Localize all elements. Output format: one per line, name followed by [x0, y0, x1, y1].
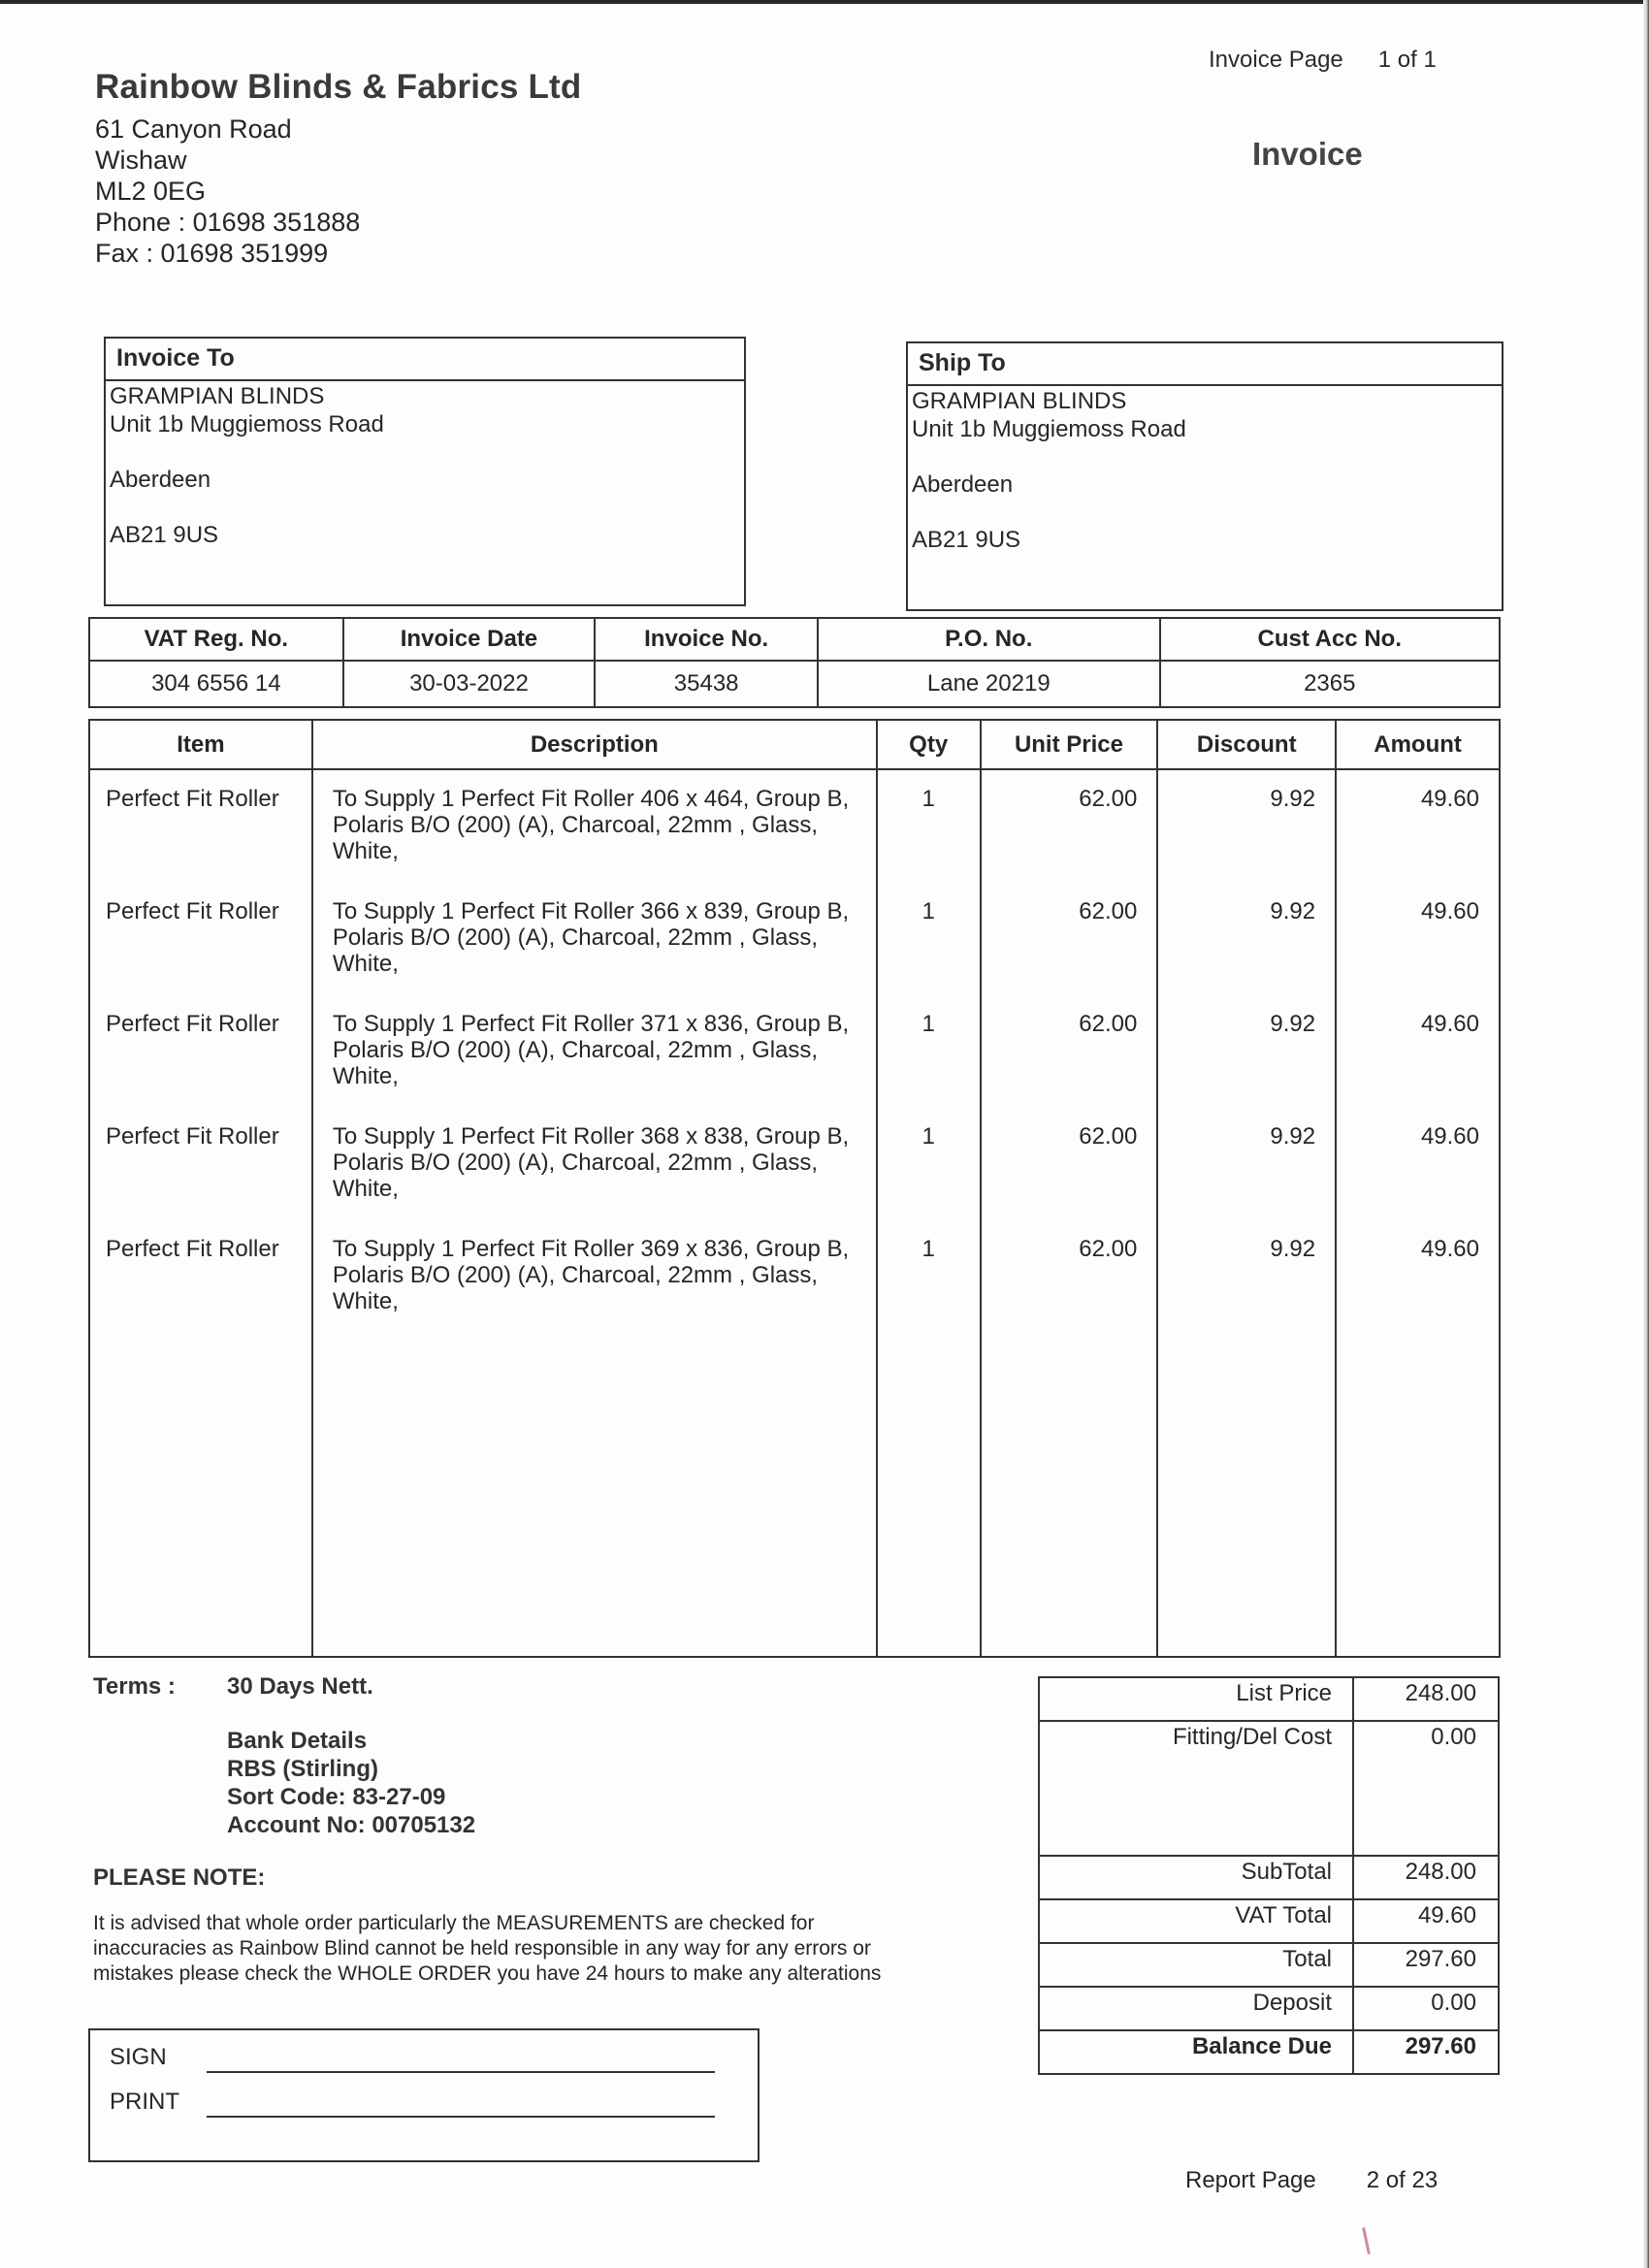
fitting-value: 0.00: [1353, 1721, 1499, 1856]
vat-total-value: 49.60: [1353, 1899, 1499, 1943]
deposit-label: Deposit: [1039, 1987, 1353, 2030]
vat-reg-header: VAT Reg. No.: [89, 618, 343, 661]
invoice-page-label: Invoice Page: [1209, 47, 1343, 73]
po-no-value: Lane 20219: [818, 661, 1159, 707]
unit-price-cell: 62.00: [981, 995, 1158, 1108]
discount-cell: 9.92: [1157, 1108, 1336, 1220]
total-value: 297.60: [1353, 1943, 1499, 1987]
please-note-body: [93, 1911, 1024, 1987]
item-cell: Perfect Fit Roller: [89, 1108, 312, 1220]
print-label: PRINT: [110, 2089, 179, 2115]
list-price-value: 248.00: [1353, 1677, 1499, 1721]
bank-details: [227, 1727, 475, 1839]
amount-cell: 49.60: [1336, 883, 1500, 995]
qty-cell: 1: [877, 1220, 981, 1333]
table-row: [89, 769, 1500, 883]
scan-top-edge: [0, 0, 1649, 4]
unit-price-cell: 62.00: [981, 1108, 1158, 1220]
sign-line[interactable]: [207, 2071, 715, 2073]
please-note-title: PLEASE NOTE:: [93, 1864, 266, 1891]
terms-value: 30 Days Nett.: [227, 1673, 373, 1700]
invoice-page-value: 1 of 1: [1377, 47, 1437, 73]
invoice-to-name: GRAMPIAN BLINDS: [110, 383, 325, 409]
po-no-header: P.O. No.: [818, 618, 1159, 661]
account-number: Account No: 00705132: [227, 1812, 476, 1838]
terms: [93, 1673, 373, 1701]
cust-acc-header: Cust Acc No.: [1160, 618, 1500, 661]
item-cell: Perfect Fit Roller: [89, 1220, 312, 1333]
amount-cell: 49.60: [1336, 769, 1500, 883]
ship-to-street: Unit 1b Muggiemoss Road: [912, 415, 1186, 442]
list-price-label: List Price: [1039, 1677, 1353, 1721]
unit-price-cell: 62.00: [981, 769, 1158, 883]
description-cell: To Supply 1 Perfect Fit Roller 369 x 836, Group B, Polaris B/O (200) (A), Charcoal, 22mm , Glass, White,: [312, 1220, 877, 1333]
discount-cell: 9.92: [1157, 995, 1336, 1108]
item-cell: Perfect Fit Roller: [89, 995, 312, 1108]
unit-price-cell: 62.00: [981, 1220, 1158, 1333]
bank-name: RBS (Stirling): [227, 1756, 378, 1782]
note-line: mistakes please check the WHOLE ORDER you have 24 hours to make any alterations: [93, 1962, 882, 1985]
total-row: [1039, 1943, 1499, 1987]
company-address-line: 61 Canyon Road: [95, 114, 292, 144]
company-fax: Fax : 01698 351999: [95, 239, 329, 268]
invoice-to-box: [104, 337, 746, 606]
invoice-date-value: 30-03-2022: [343, 661, 596, 707]
qty-cell: 1: [877, 1108, 981, 1220]
description-header: Description: [312, 720, 877, 769]
invoice-date-header: Invoice Date: [343, 618, 596, 661]
balance-due-label: Balance Due: [1039, 2030, 1353, 2074]
ship-to-city: Aberdeen: [912, 470, 1014, 498]
fitting-label: Fitting/Del Cost: [1039, 1721, 1353, 1856]
invoice-to-postcode: AB21 9US: [110, 521, 219, 548]
fitting-row: [1039, 1721, 1499, 1856]
table-filler-row: [89, 1333, 1500, 1657]
invoice-to-street: Unit 1b Muggiemoss Road: [110, 410, 384, 437]
sort-code: Sort Code: 83-27-09: [227, 1784, 446, 1810]
ship-to-label: Ship To: [908, 343, 1502, 386]
note-line: It is advised that whole order particularly the MEASUREMENTS are checked for: [93, 1912, 815, 1934]
sign-label: SIGN: [110, 2044, 167, 2070]
pen-mark: [1362, 2227, 1371, 2254]
total-label: Total: [1039, 1943, 1353, 1987]
qty-header: Qty: [877, 720, 981, 769]
discount-cell: 9.92: [1157, 1220, 1336, 1333]
deposit-row: [1039, 1987, 1499, 2030]
invoice-to-label: Invoice To: [106, 339, 744, 381]
line-items-table: [88, 719, 1501, 1658]
vat-total-label: VAT Total: [1039, 1899, 1353, 1943]
ship-to-name: GRAMPIAN BLINDS: [912, 388, 1127, 414]
ship-to-box: [906, 341, 1504, 611]
balance-due-row: [1039, 2030, 1499, 2074]
unit-price-header: Unit Price: [981, 720, 1158, 769]
vat-reg-value: 304 6556 14: [89, 661, 343, 707]
amount-header: Amount: [1336, 720, 1500, 769]
subtotal-label: SubTotal: [1039, 1856, 1353, 1899]
bank-details-title: Bank Details: [227, 1728, 368, 1754]
company-address-line: Wishaw: [95, 146, 187, 175]
totals-table: [1038, 1676, 1500, 2075]
report-page-value: 2 of 23: [1366, 2167, 1439, 2193]
qty-cell: 1: [877, 995, 981, 1108]
item-cell: Perfect Fit Roller: [89, 769, 312, 883]
table-row: [89, 1108, 1500, 1220]
discount-header: Discount: [1157, 720, 1336, 769]
invoice-page-info: [1209, 47, 1437, 74]
description-cell: To Supply 1 Perfect Fit Roller 366 x 839, Group B, Polaris B/O (200) (A), Charcoal, 22mm , Glass, White,: [312, 883, 877, 995]
terms-label: Terms :: [93, 1673, 176, 1700]
report-page-label: Report Page: [1185, 2167, 1316, 2193]
company-name: Rainbow Blinds & Fabrics Ltd: [95, 68, 582, 106]
signature-box: [88, 2028, 760, 2162]
invoice-no-header: Invoice No.: [595, 618, 818, 661]
cust-acc-value: 2365: [1160, 661, 1500, 707]
discount-cell: 9.92: [1157, 883, 1336, 995]
subtotal-value: 248.00: [1353, 1856, 1499, 1899]
description-cell: To Supply 1 Perfect Fit Roller 371 x 836, Group B, Polaris B/O (200) (A), Charcoal, 22mm , Glass, White,: [312, 995, 877, 1108]
subtotal-row: [1039, 1856, 1499, 1899]
company-phone: Phone : 01698 351888: [95, 208, 361, 237]
item-cell: Perfect Fit Roller: [89, 883, 312, 995]
table-row: [89, 883, 1500, 995]
amount-cell: 49.60: [1336, 1220, 1500, 1333]
description-cell: To Supply 1 Perfect Fit Roller 406 x 464, Group B, Polaris B/O (200) (A), Charcoal, 22mm , Glass, White,: [312, 769, 877, 883]
qty-cell: 1: [877, 883, 981, 995]
amount-cell: 49.60: [1336, 1108, 1500, 1220]
report-page-info: [1185, 2167, 1438, 2194]
invoice-no-value: 35438: [595, 661, 818, 707]
qty-cell: 1: [877, 769, 981, 883]
vat-total-row: [1039, 1899, 1499, 1943]
deposit-value: 0.00: [1353, 1987, 1499, 2030]
ship-to-postcode: AB21 9US: [912, 526, 1021, 553]
invoice-to-city: Aberdeen: [110, 466, 211, 493]
table-row: [89, 1220, 1500, 1333]
scan-right-edge: [1643, 0, 1649, 2268]
company-address: [95, 113, 360, 269]
company-address-line: ML2 0EG: [95, 177, 207, 206]
balance-due-value: 297.60: [1353, 2030, 1499, 2074]
discount-cell: 9.92: [1157, 769, 1336, 883]
unit-price-cell: 62.00: [981, 883, 1158, 995]
description-cell: To Supply 1 Perfect Fit Roller 368 x 838, Group B, Polaris B/O (200) (A), Charcoal, 22mm , Glass, White,: [312, 1108, 877, 1220]
invoice-meta-table: [88, 617, 1501, 708]
amount-cell: 49.60: [1336, 995, 1500, 1108]
table-row: [89, 995, 1500, 1108]
note-line: inaccuracies as Rainbow Blind cannot be held responsible in any way for any errors or: [93, 1937, 871, 1960]
print-line[interactable]: [207, 2116, 715, 2118]
document-title: Invoice: [1252, 136, 1363, 172]
item-header: Item: [89, 720, 312, 769]
list-price-row: [1039, 1677, 1499, 1721]
